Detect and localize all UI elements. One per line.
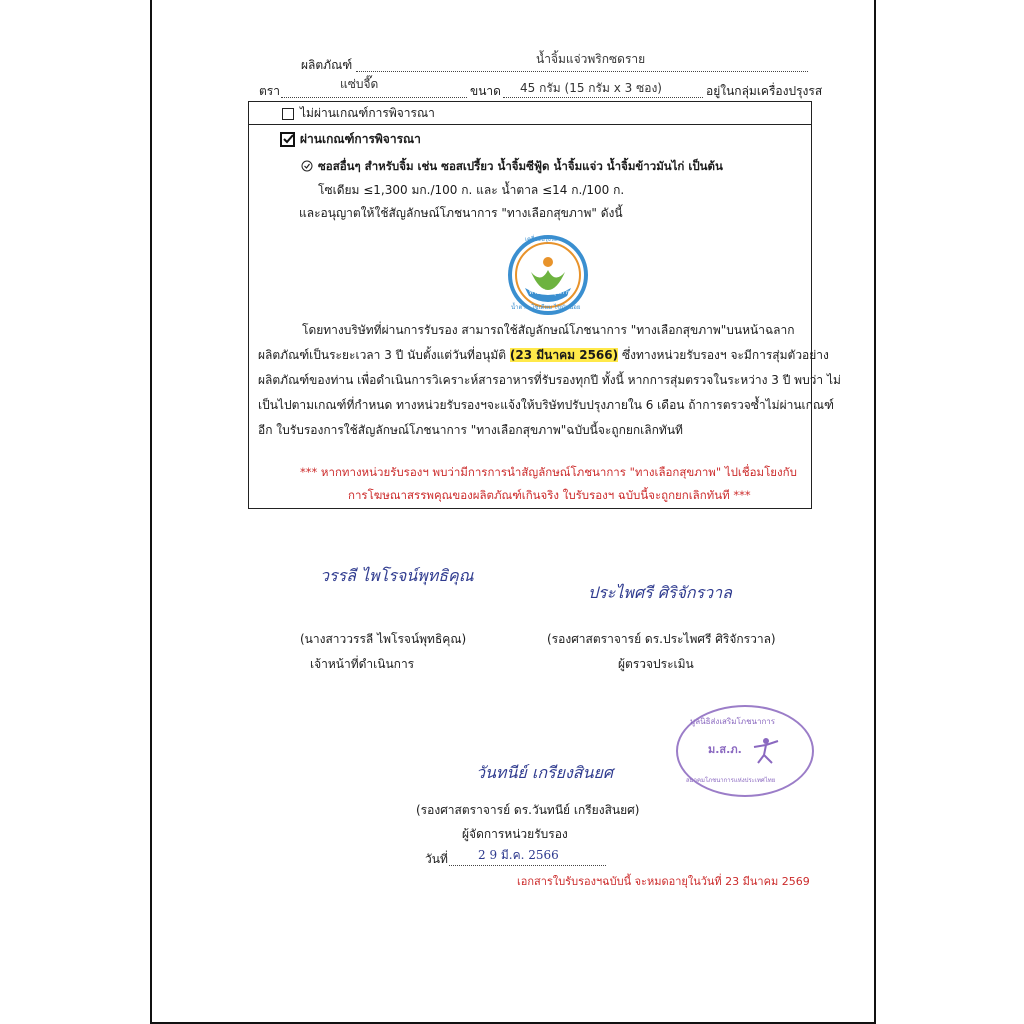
limits-text: โซเดียม ≤1,300 มก./100 ก. และ น้ำตาล ≤14 ก./100 ก. bbox=[318, 183, 625, 197]
checkmark-icon bbox=[282, 133, 294, 145]
date-label: วันที่ bbox=[425, 852, 448, 866]
brand-label: ตรา bbox=[259, 84, 280, 98]
right-signature: ประไพศรี ศิริจักรวาล bbox=[588, 583, 732, 602]
body-line-4: เป็นไปตามเกณฑ์ที่กำหนด ทางหน่วยรับรองฯจะแจ้งให้บริษัทปรับปรุงภายใน 6 เดือน ถ้าการตรวจซ้ำไม่ผ่านเกณฑ์ bbox=[258, 398, 835, 412]
circle-check-icon bbox=[301, 160, 313, 172]
category-text: ซอสอื่นๆ สำหรับจิ้ม เช่น ซอสเปรี้ยว น้ำจิ้มซีฟู้ด น้ำจิ้มแจ่ว น้ำจิ้มข้าวมันไก่ เป็นต้น bbox=[318, 159, 723, 173]
size-dotted-line bbox=[503, 97, 703, 98]
body-line-1: โดยทางบริษัทที่ผ่านการรับรอง สามารถใช้สัญลักษณ์โภชนาการ "ทางเลือกสุขภาพ"บนหน้าฉลาก bbox=[302, 323, 795, 337]
product-value: น้ำจิ้มแจ่วพริกซดราย bbox=[536, 52, 646, 66]
foundation-stamp bbox=[676, 705, 814, 797]
brand-dotted-line bbox=[281, 97, 467, 98]
warning-line-1: *** หากทางหน่วยรับรองฯ พบว่ามีการการนำสัญลักษณ์โภชนาการ "ทางเลือกสุขภาพ" ไปเชื่อมโยงกับ bbox=[300, 465, 797, 479]
logo-top-text: เครื่องปรุงรส bbox=[525, 236, 558, 243]
right-signer-role: ผู้ตรวจประเมิน bbox=[618, 657, 694, 671]
date-dotted-line bbox=[449, 865, 606, 866]
expiry-note: เอกสารใบรับรองฯฉบับนี้ จะหมดอายุในวันที่ 23 มีนาคม 2569 bbox=[517, 875, 810, 888]
size-value: 45 กรัม (15 กรัม x 3 ซอง) bbox=[520, 81, 662, 95]
group-text: อยู่ในกลุ่มเครื่องปรุงรส bbox=[706, 84, 823, 98]
fail-label: ไม่ผ่านเกณฑ์การพิจารณา bbox=[300, 106, 435, 120]
logo-bottom-text: น้ำตาล โซเดียม ไขมันน้อย bbox=[511, 304, 581, 311]
stamp-center-text: ม.ส.ภ. bbox=[708, 743, 742, 756]
body-line-2 bbox=[258, 344, 829, 366]
product-dotted-line bbox=[356, 71, 808, 72]
box-divider bbox=[249, 124, 811, 125]
body-line-2-post: ซึ่งทางหน่วยรับรองฯ จะมีการสุ่มตัวอย่าง bbox=[621, 348, 829, 362]
manager-signature: วันทนีย์ เกรียงสินยศ bbox=[476, 763, 614, 782]
stamp-top-text: มูลนิธิส่งเสริมโภชนาการ bbox=[690, 717, 776, 726]
size-label: ขนาด bbox=[470, 84, 501, 98]
body-line-5: อีก ใบรับรองการใช้สัญลักษณ์โภชนาการ "ทางเลือกสุขภาพ"ฉบับนี้จะถูกยกเลิกทันที bbox=[258, 423, 683, 437]
manager-role: ผู้จัดการหน่วยรับรอง bbox=[462, 827, 568, 841]
approval-date-highlight: (23 มีนาคม 2566) bbox=[509, 348, 619, 362]
permission-text: และอนุญาตให้ใช้สัญลักษณ์โภชนาการ "ทางเลือกสุขภาพ" ดังนี้ bbox=[299, 206, 623, 220]
brand-value: แซ่บจี๊ด bbox=[340, 77, 379, 91]
logo-band-text: ทางเลือกสุขภาพ bbox=[529, 289, 572, 296]
left-signer-role: เจ้าหน้าที่ดำเนินการ bbox=[310, 657, 415, 671]
product-label: ผลิตภัณฑ์ bbox=[301, 58, 353, 72]
healthier-choice-logo bbox=[505, 232, 591, 318]
pass-checkbox[interactable] bbox=[280, 132, 295, 147]
right-signer-name: (รองศาสตราจารย์ ดร.ประไพศรี ศิริจักรวาล) bbox=[547, 632, 776, 646]
manager-name: (รองศาสตราจารย์ ดร.วันทนีย์ เกรียงสินยศ) bbox=[416, 803, 640, 817]
body-line-3: ผลิตภัณฑ์ของท่าน เพื่อดำเนินการวิเคราะห์สารอาหารที่รับรองทุกปี ทั้งนี้ หากการสุ่มตรวจในระหว่าง 3 ปี พบว่า ไม่ bbox=[258, 373, 841, 387]
fail-checkbox[interactable] bbox=[282, 108, 294, 120]
stamp-bottom-text: สมาคมโภชนาการแห่งประเทศไทย bbox=[686, 777, 776, 784]
left-signature: วรรลี ไพโรจน์พุทธิคุณ bbox=[320, 566, 474, 585]
left-signer-name: (นางสาววรรลี ไพโรจน์พุทธิคุณ) bbox=[300, 632, 467, 646]
warning-line-2: การโฆษณาสรรพคุณของผลิตภัณฑ์เกินจริง ใบรับรองฯ ฉบับนี้จะถูกยกเลิกทันที *** bbox=[348, 488, 751, 502]
date-value: 2 9 มี.ค. 2566 bbox=[478, 848, 559, 862]
pass-label: ผ่านเกณฑ์การพิจารณา bbox=[300, 132, 421, 146]
stamp-figure-icon bbox=[750, 735, 780, 765]
body-line-2-pre: ผลิตภัณฑ์เป็นระยะเวลา 3 ปี นับตั้งแต่วันที่อนุมัติ bbox=[258, 348, 507, 362]
